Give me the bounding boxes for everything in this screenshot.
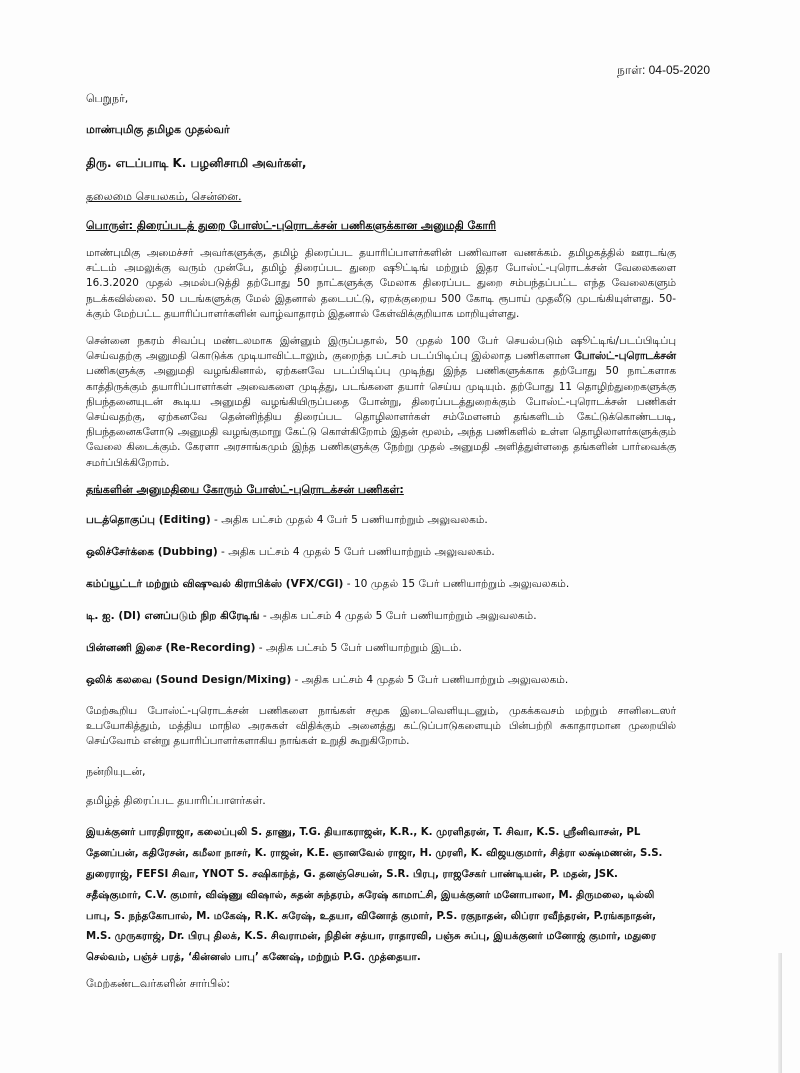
- services-list: [86, 514, 676, 687]
- page-edge-shadow: [778, 953, 782, 1073]
- subject-line: பொருள்: திரைப்படத் துறை போஸ்ட்-புரொடக்சன் பணிகளுக்கான அனுமதி கோரி: [86, 219, 497, 232]
- list-item: கம்ப்யூட்டர் மற்றும் விஷுவல் கிராபிக்ஸ் (VFX/CGI) - 10 முதல் 15 பேர் பணியாற்றும் அலுவலகம்.: [86, 577, 570, 590]
- letter-body: [86, 92, 676, 1006]
- letter-date: நாள்: 04-05-2020: [617, 63, 710, 77]
- paragraph-3: மேற்கூறிய போஸ்ட்-புரொடக்சன் பணிகளை நாங்கள் சமூக இடைவெளியுடனும், முகக்கவசம் மற்றும் சானிடைஸர் உபயோகித்தும், மத்திய மாநில அரசுகள் விதிக்கும் அனைத்து கட்டுப்பாடுகளையும் பின்பற்றி சுகாதாரமான முறையில் செய்வோம் என்று தயாரிப்பாளர்களாகிய நாங்கள் உறுதி கூறுகிறோம்.: [86, 704, 676, 748]
- on-behalf: மேற்கண்டவர்களின் சார்பில்:: [86, 977, 231, 991]
- recipient-name: திரு. எடப்பாடி K. பழனிசாமி அவர்கள்,: [86, 156, 307, 170]
- signatories-list: இயக்குனர் பாரதிராஜா, கலைப்புலி S. தாணு, T.G. தியாகராஜன், K.R., K. முரளிதரன், T. சிவா, K.S. ஸ்ரீனிவாசன், PL தேனப்பன், கதிரேசன், கமீலா நாசர், K. ராஜன், K.E. ஞானவேல் ராஜா, H. முரளி, K. விஜயகுமார், சித்ரா லக்ஷ்மணன், S.S. துரைராஜ், FEFSI சிவா, YNOT S. சஷிகாந்த், G. தனஞ்செயன், S.R. பிரபு, ராஜசேகர் பாண்டியன், P. மதன், JSK. சதீஷ்குமார், C.V. குமார், விஷ்ணு விஷால், சுதன் சுந்தரம், சுரேஷ் காமாட்சி, இயக்குனர் மனோபாலா, M. திருமலை, டில்லி பாபு, S. நந்தகோபால், M. மகேஷ், R.K. சுரேஷ், உதயா, வினோத் குமார், P.S. ரகுநாதன், லிப்ரா ரவீந்தரன், P.ரங்கநாதன், M.S. முருகராஜ், Dr. பிரபு திலக், K.S. சிவராமன், நிதின் சத்யா, ராதாரவி, பஞ்சு சுப்பு, இயக்குனர் மனோஜ் குமார், மதுரை செல்வம், பஞ்ச் பரத், ‘கின்னஸ் பாபு’ கணேஷ், மற்றும் P.G. முத்தையா.: [86, 827, 663, 964]
- recipient-address: தலைமை செயலகம், சென்னை.: [86, 190, 242, 203]
- paragraph-2-text-b: பணிகளுக்கு அனுமதி வழங்கினால், ஏற்கனவே படப்பிடிப்பு முடிந்து இந்த பணிகளுக்காக தற்போது 50 நாட்களாக காத்திருக்கும் தயாரிப்பாளர்கள் அவைகளை முடித்து, படங்களை தயார் செய்ய முடியும். தற்போது 11 தொழிற்துறைகளுக்கு நிபந்தனையுடன் கூடிய அனுமதி வழங்கியிருப்பதை போன்று, திரைப்படத்துறைக்கும் போஸ்ட்-புரொடக்சன் பணிகள் செய்வதற்கு, ஏற்கனவே தென்னிந்திய திரைப்பட தொழிலாளர்கள் சம்மேளனம் தங்களிடம் கேட்டுக்கொண்டபடி, நிபந்தனைகளோடு அனுமதி வழங்குமாறு கேட்டு கொள்கிறோம் இதன் மூலம், அந்த பணிகளில் உள்ள தொழிலாளர்களுக்கும் வேலை கிடைக்கும். கேரளா அரசாங்கமும் இந்த பணிகளுக்கு நேற்று முதல் அனுமதி அளித்துள்ளதை தங்களின் பார்வைக்கு சமர்ப்பிக்கிறோம்.: [86, 365, 676, 469]
- list-item: படத்தொகுப்பு (Editing) - அதிக பட்சம் முதல் 4 பேர் 5 பணியாற்றும் அலுவலகம்.: [86, 513, 488, 526]
- services-heading: தங்களின் அனுமதியை கோரும் போஸ்ட்-புரொடக்சன் பணிகள்:: [86, 482, 404, 496]
- list-item: டி. ஐ. (DI) எனப்படும் நிற கிரேடிங் - அதிக பட்சம் 4 முதல் 5 பேர் பணியாற்றும் அலுவலகம்.: [86, 609, 537, 622]
- recipient-title: மாண்புமிகு தமிழக முதல்வர்: [86, 123, 230, 136]
- paragraph-2-bold: போஸ்ட்-புரொடக்சன்: [574, 350, 676, 363]
- closing-from: தமிழ்த் திரைப்பட தயாரிப்பாளர்கள்.: [86, 794, 266, 808]
- list-item: ஒலிச்சேர்க்கை (Dubbing) - அதிக பட்சம் 4 முதல் 5 பேர் பணியாற்றும் அலுவலகம்.: [86, 545, 495, 558]
- salutation: பெறுநர்,: [86, 92, 129, 105]
- list-item: பின்னணி இசை (Re-Recording) - அதிக பட்சம் 5 பேர் பணியாற்றும் இடம்.: [86, 641, 462, 654]
- list-item: ஒலிக் கலவை (Sound Design/Mixing) - அதிக பட்சம் 4 முதல் 5 பேர் பணியாற்றும் அலுவலகம்.: [86, 673, 569, 686]
- closing-thanks: நன்றியுடன்,: [86, 765, 146, 779]
- paragraph-2-text-a: சென்னை நகரம் சிவப்பு மண்டலமாக இன்னும் இருப்பதால், 50 முதல் 100 பேர் செயல்படும் ஷூட்டிங்/படப்பிடிப்பு செய்வதற்கு அனுமதி கொடுக்க முடியாவிட்டாலும், குறைந்த பட்சம் படப்பிடிப்பு இல்லாத பணிகளான: [86, 335, 676, 363]
- paragraph-2: [86, 334, 676, 471]
- paragraph-1: மாண்புமிகு அமைச்சர் அவர்களுக்கு, தமிழ் திரைப்பட தயாரிப்பாளர்களின் பணிவான வணக்கம். தமிழகத்தில் ஊரடங்கு சட்டம் அமலுக்கு வரும் முன்பே, தமிழ் திரைப்பட துறை ஷூட்டிங் மற்றும் இதர போஸ்ட்-புரொடக்சன் வேலைகளை 16.3.2020 முதல் அமல்படுத்தி தற்போது 50 நாட்களுக்கு மேலாக திரைப்பட துறை சம்பந்தப்பட்ட எந்த வேலைகளும் நடக்கவில்லை. 50 படங்களுக்கு மேல் இதனால் தடைபட்டு, ஏறக்குறைய 500 கோடி ரூபாய் முதலீடு முடங்கியுள்ளது. 50-க்கும் மேற்பட்ட தயாரிப்பாளர்களின் வாழ்வாதாரம் இதனால் கேள்விக்குறியாக மாறியுள்ளது.: [86, 247, 676, 320]
